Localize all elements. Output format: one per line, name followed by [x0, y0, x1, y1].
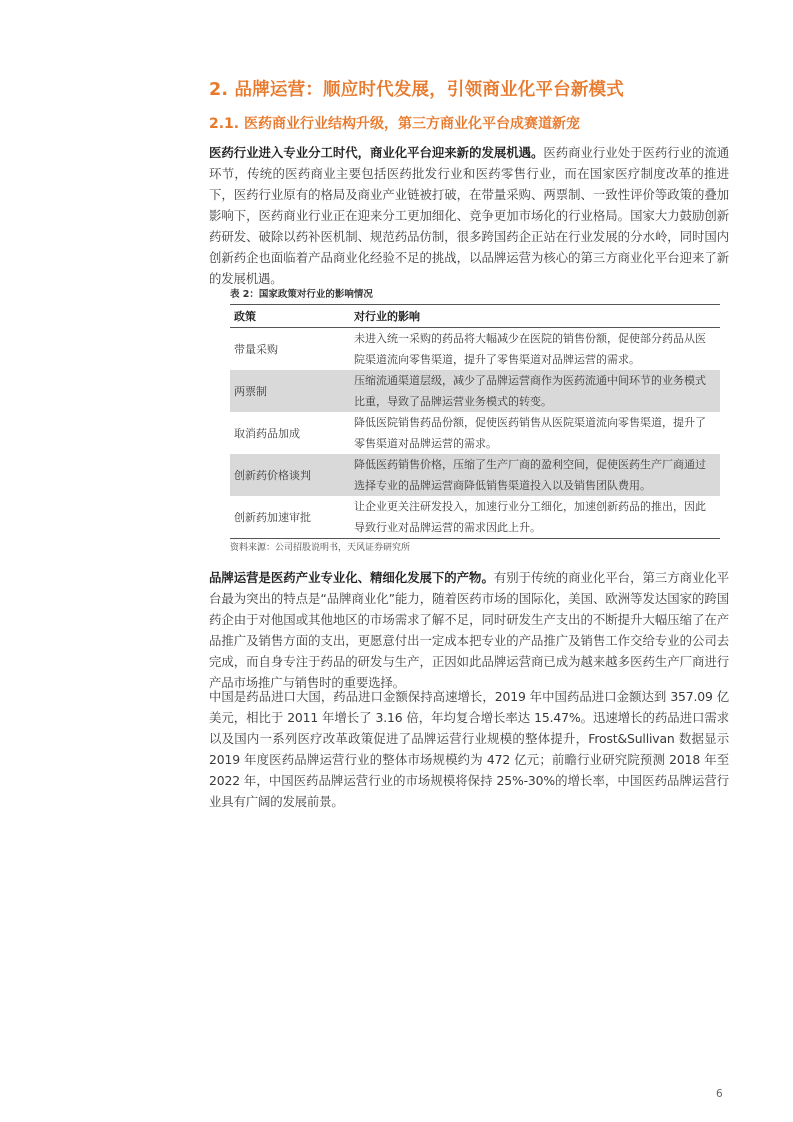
- impact-cell: 让企业更关注研发投入，加速行业分工细化，加速创新药品的推出，因此导致行业对品牌运营的需求因此上升。: [342, 496, 720, 539]
- table-row: [230, 370, 720, 412]
- table-source-note: 资料来源：公司招股说明书，天风证券研究所: [230, 543, 411, 553]
- table-header-row: [230, 305, 720, 328]
- table-row: [230, 412, 720, 454]
- subsection-heading: 2.1. 医药商业行业结构升级，第三方商业化平台成赛道新宠: [209, 116, 580, 132]
- header-policy: 政策: [230, 305, 342, 328]
- paragraph-lead: 品牌运营是医药产业专业化、精细化发展下的产物。: [209, 570, 494, 585]
- paragraph-body: 医药商业行业处于医药行业的流通环节，传统的医药商业主要包括医药批发行业和医药零售行业，而在国家医疗制度改革的推进下，医药行业原有的格局及商业产业链被打破，在带量采购、两票制、一致性评价等政策的叠加影响下，医药商业行业正在迎来分工更加细化、竞争更加市场化的行业格局。国家大力鼓励创新药研发、破除以药补医机制、规范药品仿制，很多跨国药企正站在行业发展的分水岭，同时国内创新药企也面临着产品商业化经验不足的挑战，以品牌运营为核心的第三方商业化平台迎来了新的发展机遇。: [209, 145, 730, 286]
- table-row: [230, 454, 720, 496]
- impact-cell: 降低医药销售价格，压缩了生产厂商的盈利空间，促使医药生产厂商通过选择专业的品牌运营商降低销售渠道投入以及销售团队费用。: [342, 454, 720, 496]
- policy-cell: 创新药加速审批: [230, 496, 342, 539]
- paragraph-body: 有别于传统的商业化平台，第三方商业化平台最为突出的特点是“品牌商业化”能力，随着医药市场的国际化，美国、欧洲等发达国家的跨国药企由于对他国或其他地区的市场需求了解不足，同时研发生产支出的不断提升大幅压缩了在产品推广及销售方面的支出，更愿意付出一定成本把专业的产品推广及销售工作交给专业的公司去完成，而自身专注于药品的研发与生产，正因如此品牌运营商已成为越来越多医药生产厂商进行产品市场推广与销售时的重要选择。: [209, 570, 729, 690]
- paragraph-industry-division: [209, 142, 729, 289]
- paragraph-lead: 医药行业进入专业分工时代，商业化平台迎来新的发展机遇。: [209, 145, 544, 160]
- policy-impact-table: [230, 304, 720, 539]
- policy-cell: 带量采购: [234, 342, 278, 356]
- impact-cell: 压缩流通渠道层级，减少了品牌运营商作为医药流通中间环节的业务模式比重，导致了品牌运营业务模式的转变。: [342, 370, 720, 412]
- policy-cell: 取消药品加成: [234, 426, 300, 440]
- paragraph-import-market: 中国是药品进口大国，药品进口金额保持高速增长，2019 年中国药品进口金额达到 357.09 亿美元，相比于 2011 年增长了 3.16 倍，年均复合增长率达 15.47%。迅速增长的药品进口需求以及国内一系列医疗改革政策促进了品牌运营行业规模的整体提升，Frost&Sullivan 数据显示 2019 年度医药品牌运营行业的整体市场规模约为 472 亿元；前瞻行业研究院预测 2018 年至 2022 年，中国医药品牌运营行业的市场规模将保持 25%-30%的增长率，中国医药品牌运营行业具有广阔的发展前景。: [209, 689, 729, 809]
- table-row: [230, 496, 720, 539]
- section-heading: 2. 品牌运营：顺应时代发展，引领商业化平台新模式: [209, 80, 624, 100]
- page-number: 6: [716, 1088, 723, 1100]
- policy-cell: 创新药价格谈判: [230, 454, 342, 496]
- impact-cell: 降低医院销售药品份额，促使医药销售从医院渠道流向零售渠道，提升了零售渠道对品牌运营的需求。: [354, 416, 706, 450]
- table-caption: 表 2：国家政策对行业的影响情况: [230, 289, 373, 300]
- policy-cell: 两票制: [230, 370, 342, 412]
- impact-cell: 未进入统一采购的药品将大幅减少在医院的销售份额，促使部分药品从医院渠道流向零售渠道，提升了零售渠道对品牌运营的需求。: [354, 332, 706, 366]
- paragraph-brand-operation: [209, 567, 729, 693]
- header-impact: 对行业的影响: [342, 305, 720, 328]
- table-row: [230, 328, 720, 371]
